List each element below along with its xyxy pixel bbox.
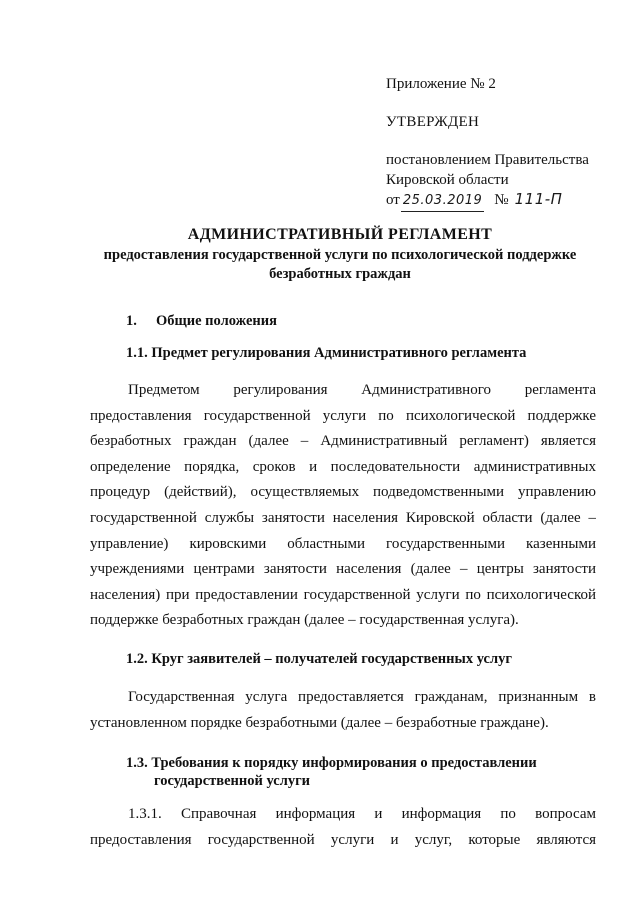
section-1-title: Общие положения xyxy=(156,313,277,329)
paragraph-line: населения) при предоставлении государственной услуги по психологической xyxy=(90,586,596,603)
paragraph-line: процедур (действий), осуществляемых подведомственными управлению xyxy=(90,484,596,501)
section-1-3-heading-line1: 1.3. Требования к порядку информирования о предоставлении xyxy=(126,755,537,771)
section-1-3-paragraph xyxy=(90,802,596,853)
paragraph-line: учреждениями центрами занятости населения (далее – центры занятости xyxy=(90,561,596,578)
paragraph-line: Государственная услуга предоставляется гражданам, признанным в xyxy=(128,689,596,705)
region-label: Кировской области xyxy=(386,172,509,188)
paragraph-line: поддержке безработных граждан (далее – государственная услуга). xyxy=(90,612,519,629)
date-prefix: от xyxy=(386,192,400,208)
paragraph-line: предоставления государственной услуги по психологической поддержке xyxy=(90,407,596,424)
number-prefix: № xyxy=(494,192,509,208)
section-1-1-paragraph xyxy=(90,378,596,634)
paragraph-line: управление) кировскими областными государственными казенными xyxy=(90,535,596,552)
section-1-1-heading: 1.1. Предмет регулирования Административного регламента xyxy=(126,345,527,361)
document-title: АДМИНИСТРАТИВНЫЙ РЕГЛАМЕНТ xyxy=(187,226,493,243)
paragraph-line: 1.3.1. Справочная информация и информация по вопросам xyxy=(128,806,596,822)
section-1-number: 1. xyxy=(126,313,137,329)
section-1-3-heading-line2: государственной услуги xyxy=(154,773,311,789)
section-1-2-heading: 1.2. Круг заявителей – получателей государственных услуг xyxy=(126,651,512,667)
handwritten-date: 25.03.2019 xyxy=(401,191,484,212)
paragraph-line: безработных граждан (далее – Административный регламент) является xyxy=(90,433,596,450)
paragraph-line: Предметом регулирования Административного регламента xyxy=(128,382,596,398)
section-1-2-paragraph xyxy=(90,685,596,736)
document-subtitle-line2: безработных граждан xyxy=(269,266,411,282)
paragraph-line: государственной службы занятости населения Кировской области (далее – xyxy=(90,509,596,526)
decree-label: постановлением Правительства xyxy=(386,152,589,168)
annex-label: Приложение № 2 xyxy=(386,76,496,92)
paragraph-line: предоставления государственной услуги и услуг, которые являются xyxy=(90,831,596,848)
document-subtitle-line1: предоставления государственной услуги по психологической поддержке xyxy=(103,247,577,263)
decree-date-line xyxy=(386,189,562,212)
handwritten-number: 111-П xyxy=(514,190,563,208)
paragraph-line: определение порядка, сроков и последовательности административных xyxy=(90,458,596,475)
paragraph-line: установленном порядке безработными (далее – безработные граждане). xyxy=(90,714,549,731)
approved-label: УТВЕРЖДЕН xyxy=(386,114,480,130)
